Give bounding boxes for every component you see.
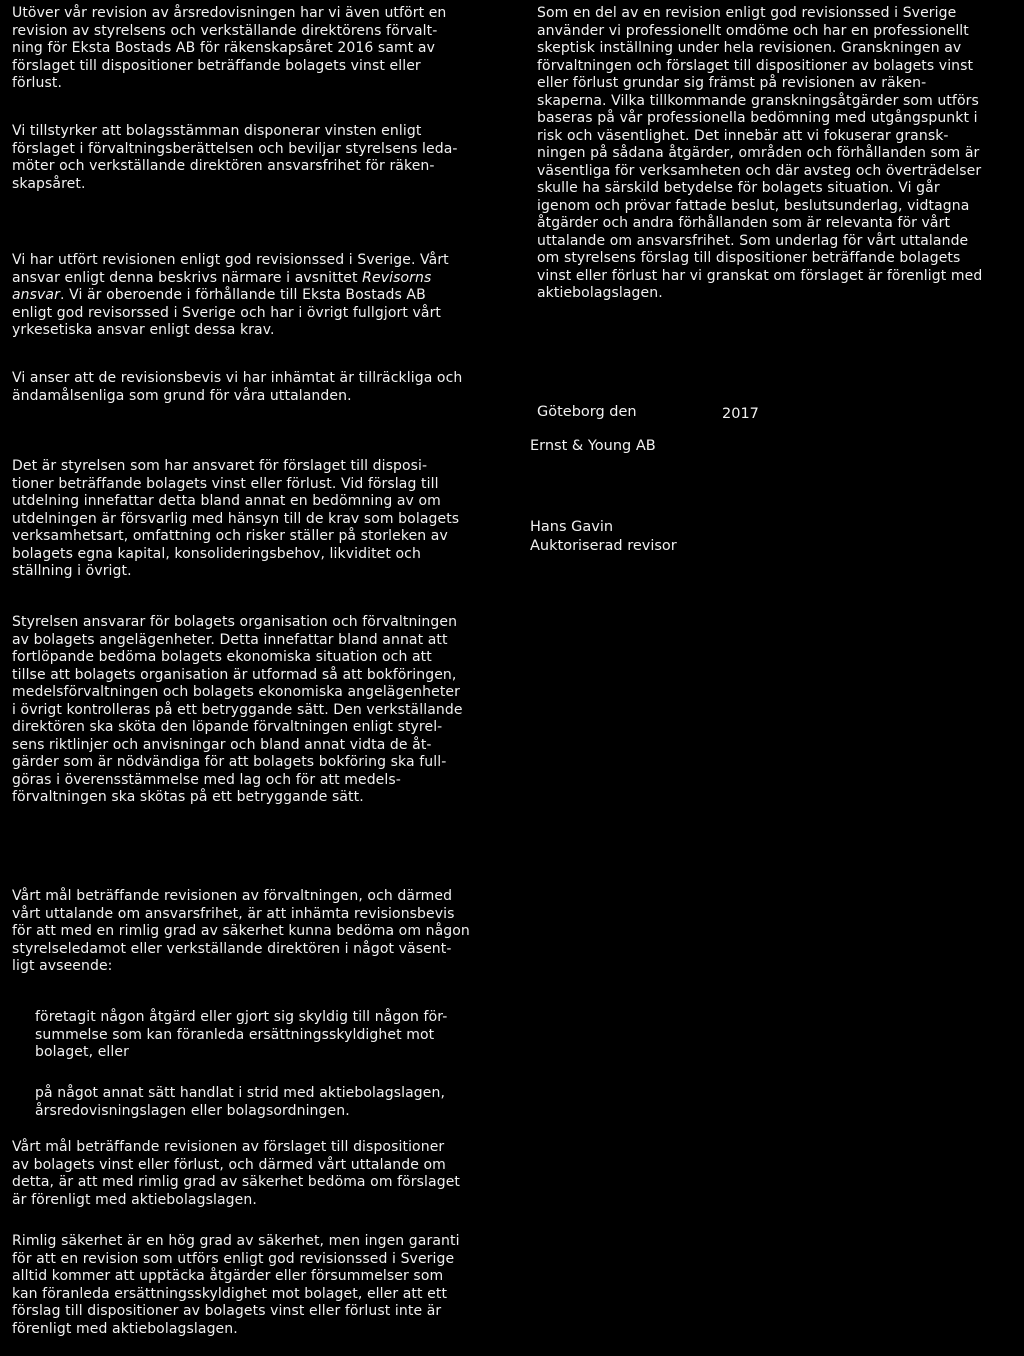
signature-place-date: Göteborg den (537, 404, 637, 420)
evidence-paragraph: Vi anser att de revisionsbevis vi har inhämtat är tillräckliga och ändamålsenliga som grund för våra uttalanden. (12, 370, 463, 404)
audit-objective-paragraph: Vårt mål beträffande revisionen av förvaltningen, och därmed vårt uttalande om ansvarsfrihet, är att inhämta revisionsbevis för att med en rimlig grad av säkerhet kunna bedöma om någon styrelseledamot eller verkställande direktören i något väsent- ligt avseende: (12, 888, 470, 974)
basis-section-reference: Revisorns ansvar (12, 269, 432, 303)
list-item: företagit någon åtgärd eller gjort sig skyldig till någon för- summelse som kan föranleda ersättningsskyldighet mot bolaget, eller (35, 1009, 448, 1060)
professional-judgement-paragraph: Som en del av en revision enligt god revisionssed i Sverige använder vi professionellt omdöme och har en professionellt skeptisk inställning under hela revisionen. Granskningen av förvaltningen och förslaget till dispositioner av bolagets vinst eller förlust grundar sig främst på revisionen av räken- skaperna. Vilka tillkommande granskningsåtgärder som utförs baseras på vår professionella bedömning med utgångspunkt i risk och väsentlighet. Det innebär att vi fokuserar gransk- ningen på sådana åtgärder, områden och förhållanden som är väsentliga för verksamheten och där avsteg och överträdelser skulle ha särskild betydelse för bolagets situation. Vi går igenom och prövar fattade beslut, beslutsunderlag, vidtagna åtgärder och andra förhållanden som är relevanta för vårt uttalande om ansvarsfrihet. Som underlag för vårt uttalande om styrelsens förslag till dispositioner beträffande bolagets vinst eller förlust har vi granskat om förslaget är förenligt med aktiebolagslagen. (537, 5, 983, 301)
recommendation-paragraph: Vi tillstyrker att bolagsstämman disponerar vinsten enligt förslaget i förvaltningsberättelsen och beviljar styrelsens leda- möter och verkställande direktören ansvarsfrihet för räken- skapsåret. (12, 123, 458, 192)
auditor-name: Hans Gavin (530, 519, 614, 535)
auditor-title: Auktoriserad revisor (530, 538, 677, 554)
basis-text-end: . Vi är oberoende i förhållande till Eksta Bostads AB enligt god revisorssed i Sverige och har i övrigt fullgjort vårt yrkesetiska ansvar enligt dessa krav. (12, 287, 442, 338)
reasonable-assurance-paragraph: Rimlig säkerhet är en hög grad av säkerhet, men ingen garanti för att en revision som utförs enligt god revisionssed i Sverige alltid kommer att upptäcka åtgärder eller försummelser som kan föranleda ersättningsskyldighet mot bolaget, eller att ett förslag till dispositioner av bolagets vinst eller förlust inte är förenligt med aktiebolagslagen. (12, 1233, 460, 1337)
signature-year: 2017 (722, 406, 759, 422)
basis-paragraph (12, 252, 512, 340)
list-item: på något annat sätt handlat i strid med aktiebolagslagen, årsredovisningslagen eller bolagsordningen. (35, 1085, 445, 1119)
board-organisation-paragraph: Styrelsen ansvarar för bolagets organisation och förvaltningen av bolagets angelägenheter. Detta innefattar bland annat att fortlöpande bedöma bolagets ekonomiska situation och att tillse att bolagets organisation är utformad så att bokföringen, medelsförvaltningen och bolagets ekonomiska angelägenheter i övrigt kontrolleras på ett betryggande sätt. Den verkställande direktören ska sköta den löpande förvaltningen enligt styrel- sens riktlinjer och anvisningar och bland annat vidta de åt- gärder som är nödvändiga för att bolagets bokföring ska full- göras i överensstämmelse med lag och för att medels- förvaltningen ska skötas på ett betryggande sätt. (12, 614, 463, 805)
audit-firm-name: Ernst & Young AB (530, 438, 656, 454)
intro-paragraph: Utöver vår revision av årsredovisningen har vi även utfört en revision av styrelsens och verkställande direktörens förvalt- ning för Eksta Bostads AB för räkenskapsåret 2016 samt av förslaget till dispositioner beträffande bolagets vinst eller förlust. (12, 5, 447, 91)
basis-text-start: Vi har utfört revisionen enligt god revisionssed i Sverige. Vårt ansvar enligt denna beskrivs närmare i avsnittet (12, 252, 449, 286)
proposal-objective-paragraph: Vårt mål beträffande revisionen av förslaget till dispositioner av bolagets vinst eller förlust, och därmed vårt uttalande om detta, är att med rimlig grad av säkerhet bedöma om förslaget är förenligt med aktiebolagslagen. (12, 1139, 461, 1208)
board-responsibility-paragraph: Det är styrelsen som har ansvaret för förslaget till disposi- tioner beträffande bolagets vinst eller förlust. Vid förslag till utdelning innefattar detta bland annat en bedömning av om utdelningen är försvarlig med hänsyn till de krav som bolagets verksamhetsart, omfattning och risker ställer på storleken av bolagets egna kapital, konsolideringsbehov, likviditet och ställning i övrigt. (12, 458, 460, 579)
